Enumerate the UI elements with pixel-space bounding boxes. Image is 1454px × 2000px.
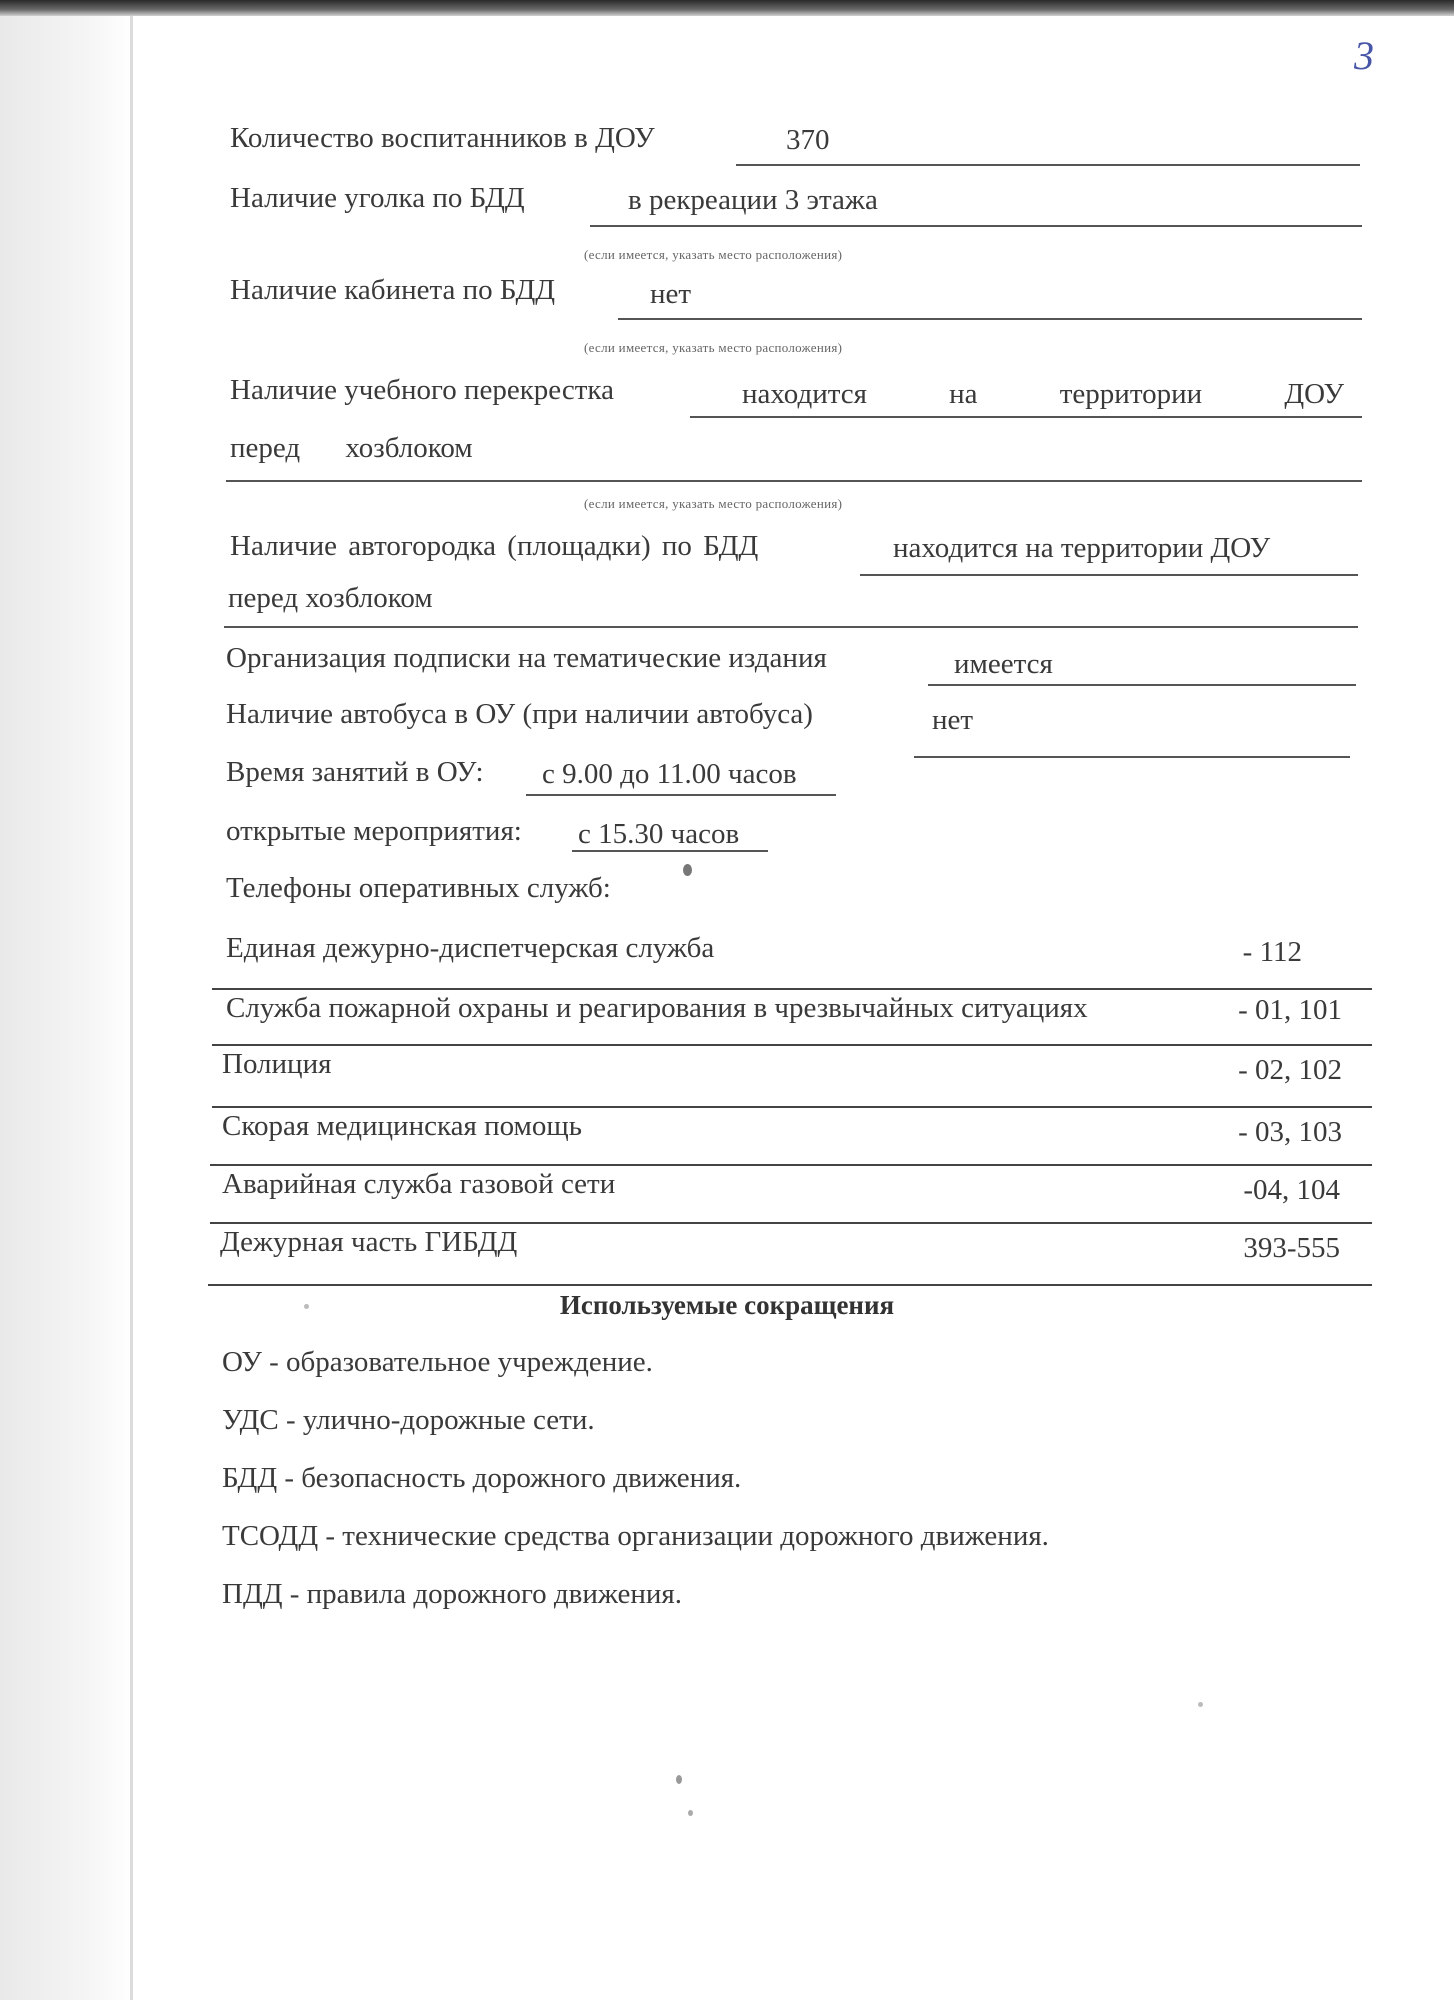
bdd-cabinet-hint: (если имеется, указать место расположения) (584, 340, 843, 355)
abbreviation-item: ПДД - правила дорожного движения. (222, 1578, 682, 1610)
abbreviations-title: Используемые сокращения (559, 1290, 895, 1320)
class-time-value: с 9.00 до 11.00 часов (542, 758, 797, 790)
crossroad-value-line2: перед хозблоком (230, 432, 473, 464)
autotown-label: Наличие автогородка (площадки) по БДД (230, 530, 759, 562)
class-time-underline (526, 794, 836, 796)
bdd-cabinet-label: Наличие кабинета по БДД (230, 274, 556, 306)
autotown-underline-2 (224, 626, 1358, 628)
pupils-count-value: 370 (786, 124, 830, 156)
crossroad-underline-1 (690, 416, 1362, 418)
crossroad-value-line1: находится на территории ДОУ (742, 378, 1344, 410)
bus-underline (914, 756, 1350, 758)
bus-value: нет (932, 704, 974, 736)
table-rule (212, 988, 1372, 990)
service-name: Единая дежурно-диспетчерская служба (226, 932, 715, 964)
service-phone: - 03, 103 (1238, 1116, 1342, 1148)
scan-left-margin-shadow (0, 0, 132, 2000)
open-events-underline (572, 850, 768, 852)
bdd-corner-value: в рекреации 3 этажа (628, 184, 878, 216)
subscription-underline (928, 684, 1356, 686)
scan-speck (676, 1775, 682, 1784)
table-rule (210, 1222, 1372, 1224)
table-rule (210, 1164, 1372, 1166)
autotown-value-line1: находится на территории ДОУ (893, 532, 1271, 564)
subscription-value: имеется (954, 648, 1053, 680)
scan-speck (688, 1810, 693, 1816)
page-number: 3 (1354, 33, 1374, 78)
abbreviation-item: БДД - безопасность дорожного движения. (222, 1462, 742, 1494)
service-phone: 393-555 (1243, 1232, 1340, 1264)
service-name: Служба пожарной охраны и реагирования в чрезвычайных ситуациях (226, 992, 1088, 1024)
autotown-value-line2: перед хозблоком (228, 582, 433, 614)
table-rule (212, 1044, 1372, 1046)
bus-label: Наличие автобуса в ОУ (при наличии автобуса) (226, 698, 813, 730)
service-phone: - 02, 102 (1238, 1054, 1342, 1086)
abbreviation-item: ОУ - образовательное учреждение. (222, 1346, 653, 1378)
bdd-cabinet-underline (618, 318, 1362, 320)
emergency-heading: Телефоны оперативных служб: (226, 872, 611, 904)
crossroad-underline-2 (226, 480, 1362, 482)
bdd-corner-hint: (если имеется, указать место расположения) (584, 247, 843, 262)
bdd-corner-label: Наличие уголка по БДД (230, 182, 525, 214)
table-rule (212, 1106, 1372, 1108)
subscription-label: Организация подписки на тематические издания (226, 642, 827, 674)
service-name: Дежурная часть ГИБДД (220, 1226, 518, 1258)
service-phone: - 01, 101 (1238, 994, 1342, 1026)
pupils-count-label: Количество воспитанников в ДОУ (230, 122, 655, 154)
bdd-corner-underline (590, 225, 1362, 227)
scan-speck (683, 864, 692, 876)
autotown-underline-1 (860, 574, 1358, 576)
scan-speck (304, 1304, 309, 1309)
service-phone: -04, 104 (1243, 1174, 1340, 1206)
class-time-label: Время занятий в ОУ: (226, 756, 484, 788)
bdd-cabinet-value: нет (650, 278, 692, 310)
service-phone: - 112 (1242, 936, 1302, 968)
pupils-count-underline (736, 164, 1360, 166)
crossroad-label: Наличие учебного перекрестка (230, 374, 614, 406)
table-rule (208, 1284, 1372, 1286)
abbreviation-item: УДС - улично-дорожные сети. (222, 1404, 595, 1436)
crossroad-hint: (если имеется, указать место расположения) (584, 496, 843, 511)
open-events-value: с 15.30 часов (578, 818, 740, 850)
service-name: Полиция (222, 1048, 332, 1080)
scan-speck (1198, 1702, 1203, 1707)
scan-top-edge (0, 0, 1454, 16)
service-name: Аварийная служба газовой сети (222, 1168, 616, 1200)
abbreviation-item: ТСОДД - технические средства организации дорожного движения. (222, 1520, 1049, 1552)
open-events-label: открытые мероприятия: (226, 815, 522, 847)
scan-page-edge (130, 0, 133, 2000)
service-name: Скорая медицинская помощь (222, 1110, 582, 1142)
